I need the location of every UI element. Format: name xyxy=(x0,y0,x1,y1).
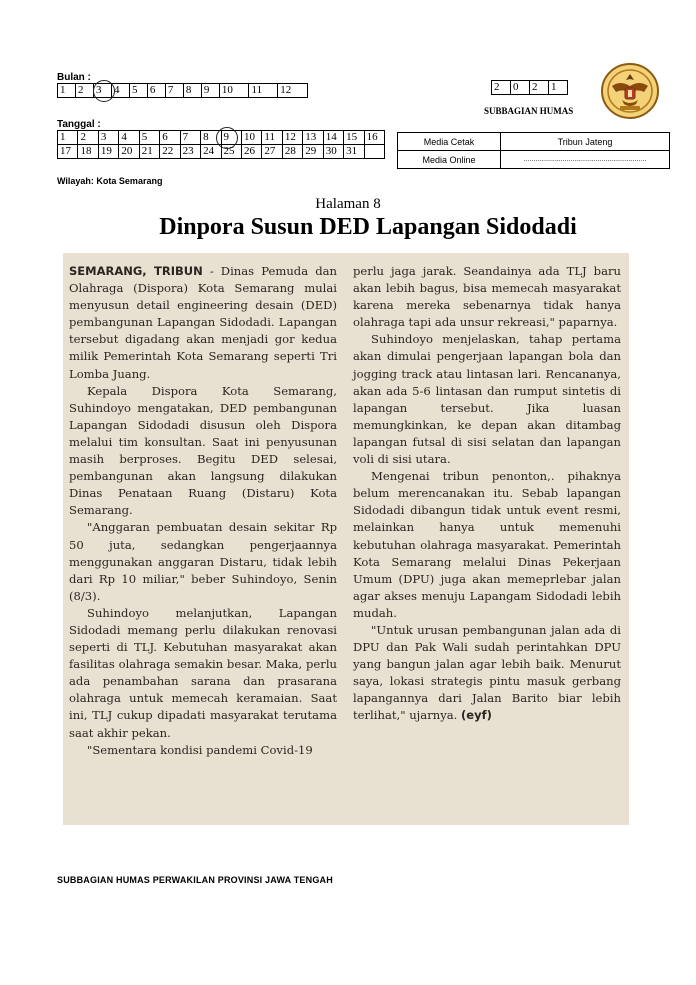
month-cell: 7 xyxy=(165,84,183,98)
month-cell: 8 xyxy=(183,84,201,98)
year-digit: 2 xyxy=(492,81,511,95)
article-paragraph: SEMARANG, TRIBUN - Dinas Pemuda dan Olahraga (Dispora) Kota Semarang mulai menyusun detail engineering desain (DED) pembangunan Lapangan Sidodadi. Lapangan tersebut digadang akan menjadi gor kedua milik Pemerintah Kota Semarang seperti Tri Lomba Juang. xyxy=(69,264,337,381)
month-cell: 11 xyxy=(249,84,278,98)
date-cell: 13 xyxy=(303,131,323,145)
year-box xyxy=(491,80,568,95)
article-paragraph: "Anggaran pembuatan desain sekitar Rp 50 juta, sedangkan pengerjaannya menggunakan anggaran Distaru, tidak lebih dari Rp 10 miliar," beber Suhindoyo, Senin (8/3). xyxy=(69,520,337,603)
media-cetak-value: Tribun Jateng xyxy=(501,133,670,151)
month-cell: 1 xyxy=(58,84,76,98)
article-paragraph: Mengenai tribun penonton,. pihaknya belum merencanakan itu. Sebab lapangan Sidodadi dibangun tidak untuk event resmi, melainkan hanya untuk memenuhi kebutuhan olahraga masyarakat. Pemerintah Kota Semarang melalui Dinas Pekerjaan Umum (DPU) juga akan memeprlebar jalan agar akses menuju Lapangam Sidodadi lebih mudah. xyxy=(353,469,621,620)
article-paragraph: Suhindoyo melanjutkan, Lapangan Sidodadi memang perlu dilakukan renovasi seperti di TLJ. Kebutuhan masyarakat akan fasilitas olahraga semakin besar. Maka, perlu ada penambahan sarana dan prasarana olahraga untuk memecah keramaian. Saat ini, TLJ cukup dipadati masyarakat terutama saat akhir pekan. xyxy=(69,605,337,740)
headline: Dinpora Susun DED Lapangan Sidodadi xyxy=(159,214,577,240)
date-cell: 4 xyxy=(119,131,139,145)
date-cell: 5 xyxy=(139,131,159,145)
date-cell: 27 xyxy=(262,145,282,159)
date-cell: 30 xyxy=(323,145,343,159)
date-cell: 9 xyxy=(221,131,241,145)
article-column-2 xyxy=(353,263,621,725)
date-cell: 20 xyxy=(119,145,139,159)
date-cell: 10 xyxy=(241,131,261,145)
date-cell: 8 xyxy=(201,131,221,145)
date-cell: 19 xyxy=(98,145,118,159)
article-paragraph: "Untuk urusan pembangunan jalan ada di DPU dan Pak Wali sudah perintahkan DPU yang bangun jalan agar lebih baik. Menurut saya, lokasi strategis pintu masuk gerbang lapangannya dari Jalan Barito biar lebih terlihat," ujarnya. (eyf) xyxy=(353,622,621,723)
date-cell: 2 xyxy=(78,131,98,145)
date-cell xyxy=(364,145,384,159)
selected-date-circle xyxy=(216,127,238,149)
article-column-1 xyxy=(69,263,337,759)
media-online-label: Media Online xyxy=(398,151,501,169)
date-cell: 23 xyxy=(180,145,200,159)
date-cell: 1 xyxy=(58,131,78,145)
media-online-value: ............................................................... xyxy=(501,151,670,169)
date-cell: 18 xyxy=(78,145,98,159)
media-cetak-label: Media Cetak xyxy=(398,133,501,151)
article-paragraph: Kepala Dispora Kota Semarang, Suhindoyo mengatakan, DED pembangunan Lapangan Sidodadi disusun oleh Dispora melalui tim konsultan. Saat ini penyusunan masih berproses. Begitu DED selesai, pembangunan akan langsung dilakukan Dinas Penataan Ruang (Distaru) Kota Semarang. xyxy=(69,383,337,518)
year-digit: 0 xyxy=(511,81,530,95)
date-cell: 22 xyxy=(160,145,180,159)
month-cell: 10 xyxy=(219,84,249,98)
month-cell: 9 xyxy=(201,84,219,98)
month-cell: 5 xyxy=(129,84,147,98)
media-table xyxy=(397,132,670,169)
date-cell: 3 xyxy=(98,131,118,145)
tanggal-label: Tanggal : xyxy=(57,119,101,130)
article-paragraph: Suhindoyo menjelaskan, tahap pertama akan dimulai pengerjaan lapangan bola dan jogging track atau lintasan lari. Rencananya, akan ada 5-6 lintasan dan rumput sintetis di lapangan tersebut. Jika luasan memungkinkan, ke depan akan ditambag lapangan futsal di sisi selatan dan lapangan voli di sisi utara. xyxy=(353,332,621,467)
year-digit: 2 xyxy=(530,81,549,95)
year-digit: 1 xyxy=(549,81,568,95)
date-cell: 7 xyxy=(180,131,200,145)
article-paragraph: perlu jaga jarak. Seandainya ada TLJ baru akan lebih bagus, bisa memecah masyarakat karena mereka sebenarnya tidak hanya olahraga tapi ada unsur rekreasi," paparnya. xyxy=(353,264,621,330)
bulan-label: Bulan : xyxy=(57,72,91,83)
date-cell: 31 xyxy=(344,145,364,159)
date-cell: 14 xyxy=(323,131,343,145)
article-paragraph: "Sementara kondisi pandemi Covid-19 xyxy=(87,742,313,757)
wilayah-label: Wilayah: Kota Semarang xyxy=(57,176,163,186)
date-cell: 15 xyxy=(344,131,364,145)
date-cell: 6 xyxy=(160,131,180,145)
date-cell: 28 xyxy=(282,145,302,159)
date-cell: 29 xyxy=(303,145,323,159)
month-cell: 3 xyxy=(93,84,111,98)
date-cell: 24 xyxy=(201,145,221,159)
byline: (eyf) xyxy=(461,708,492,723)
month-cell: 6 xyxy=(147,84,165,98)
month-cell: 12 xyxy=(278,84,308,98)
date-cell: 11 xyxy=(262,131,282,145)
selected-month-circle xyxy=(93,80,115,102)
garuda-emblem-icon xyxy=(600,62,660,120)
agency-name: SUBBAGIAN HUMAS xyxy=(484,106,574,116)
dateline: SEMARANG, TRIBUN xyxy=(69,264,203,278)
date-cell: 12 xyxy=(282,131,302,145)
date-cell: 25 xyxy=(221,145,241,159)
newspaper-clipping xyxy=(63,253,629,825)
month-cell: 4 xyxy=(111,84,129,98)
date-cell: 21 xyxy=(139,145,159,159)
page-number: Halaman 8 xyxy=(315,196,381,212)
date-cell: 26 xyxy=(241,145,261,159)
date-cell: 17 xyxy=(58,145,78,159)
footer: SUBBAGIAN HUMAS PERWAKILAN PROVINSI JAWA TENGAH xyxy=(57,875,333,885)
date-cell: 16 xyxy=(364,131,384,145)
month-cell: 2 xyxy=(75,84,93,98)
